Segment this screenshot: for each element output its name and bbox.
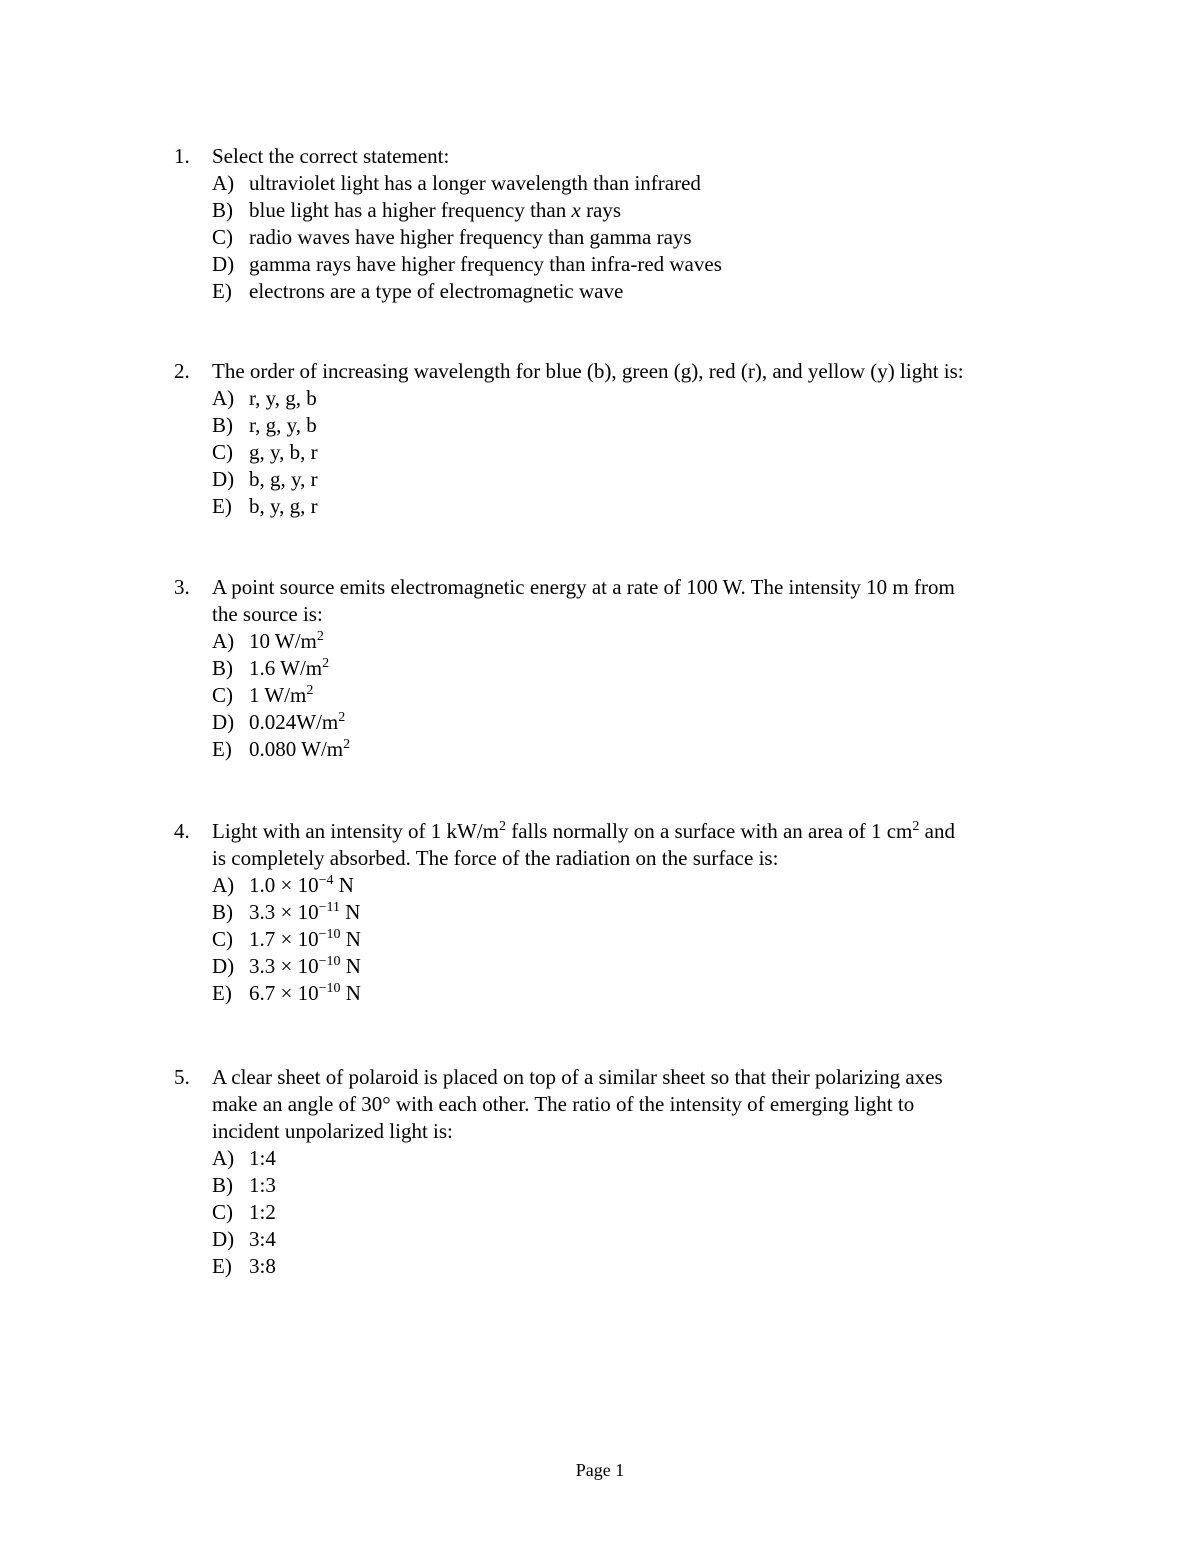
question-5 bbox=[174, 1064, 1014, 1280]
option-letter: A) bbox=[212, 386, 235, 410]
option-text: 3:8 bbox=[249, 1254, 276, 1278]
option-b bbox=[212, 412, 1014, 439]
option-letter: E) bbox=[212, 737, 232, 761]
question-number: 3. bbox=[174, 575, 190, 599]
option-d bbox=[212, 251, 1014, 278]
option-text: blue light has a higher frequency than x rays bbox=[249, 198, 622, 222]
question-stem-line-2: make an angle of 30° with each other. The ratio of the intensity of emerging light to bbox=[212, 1092, 915, 1116]
option-letter: B) bbox=[212, 900, 233, 924]
option-letter: C) bbox=[212, 440, 233, 464]
question-number: 2. bbox=[174, 359, 190, 383]
question-number: 4. bbox=[174, 819, 190, 843]
question-number: 1. bbox=[174, 144, 190, 168]
option-d bbox=[212, 709, 1014, 736]
question-1 bbox=[174, 143, 1014, 305]
option-e bbox=[212, 493, 1014, 520]
question-stem-line-3: incident unpolarized light is: bbox=[212, 1119, 453, 1143]
option-letter: A) bbox=[212, 629, 235, 653]
option-letter: B) bbox=[212, 198, 233, 222]
question-number: 5. bbox=[174, 1065, 190, 1089]
option-text: r, y, g, b bbox=[249, 386, 317, 410]
option-letter: A) bbox=[212, 171, 235, 195]
option-text: b, g, y, r bbox=[249, 467, 318, 491]
question-stem: The order of increasing wavelength for blue (b), green (g), red (r), and yellow (y) light is: bbox=[212, 359, 964, 383]
option-letter: A) bbox=[212, 873, 235, 897]
option-letter: D) bbox=[212, 252, 235, 276]
italic-variable: x bbox=[571, 198, 581, 222]
option-letter: C) bbox=[212, 225, 233, 249]
question-stem: Select the correct statement: bbox=[212, 144, 450, 168]
option-c bbox=[212, 224, 1014, 251]
question-3 bbox=[174, 574, 1014, 763]
option-text: ultraviolet light has a longer wavelength than infrared bbox=[249, 171, 701, 195]
option-text: $3.3 \times 10^{-10}$ N bbox=[249, 954, 361, 978]
option-letter: E) bbox=[212, 279, 232, 303]
option-letter: E) bbox=[212, 1254, 232, 1278]
question-stem-line-2: is completely absorbed. The force of the radiation on the surface is: bbox=[212, 846, 779, 870]
option-e bbox=[212, 278, 1014, 305]
option-letter: B) bbox=[212, 413, 233, 437]
option-text: $1.7 \times 10^{-10}$ N bbox=[249, 927, 361, 951]
option-text: 1:4 bbox=[249, 1146, 276, 1170]
option-letter: D) bbox=[212, 467, 235, 491]
option-b bbox=[212, 655, 1014, 682]
option-text: 10 $W/m^2$ bbox=[249, 629, 324, 653]
option-letter: D) bbox=[212, 954, 235, 978]
option-letter: B) bbox=[212, 656, 233, 680]
option-letter: C) bbox=[212, 1200, 233, 1224]
option-text: b, y, g, r bbox=[249, 494, 318, 518]
option-text: 0.080 $W/m^2$ bbox=[249, 737, 351, 761]
option-b bbox=[212, 899, 1014, 926]
option-d bbox=[212, 1226, 1014, 1253]
option-e bbox=[212, 736, 1014, 763]
option-text: $3.3 \times 10^{-11}$ N bbox=[249, 900, 361, 924]
option-text: r, g, y, b bbox=[249, 413, 317, 437]
option-text: 1:2 bbox=[249, 1200, 276, 1224]
option-text: 3:4 bbox=[249, 1227, 276, 1251]
option-c bbox=[212, 1199, 1014, 1226]
question-2 bbox=[174, 358, 1014, 520]
option-e bbox=[212, 980, 1014, 1007]
page-number: Page 1 bbox=[575, 1460, 625, 1480]
option-b bbox=[212, 1172, 1014, 1199]
option-letter: E) bbox=[212, 494, 232, 518]
option-text: $0.024W/m^2$ bbox=[249, 710, 346, 734]
question-4 bbox=[174, 818, 1014, 1007]
option-text: electrons are a type of electromagnetic wave bbox=[249, 279, 624, 303]
option-a bbox=[212, 1145, 1014, 1172]
question-stem-line-1: Light with an intensity of 1 $kW/m^2$ falls normally on a surface with an area of 1 $cm^2$ and bbox=[212, 819, 955, 843]
option-text: 1:3 bbox=[249, 1173, 276, 1197]
option-letter: A) bbox=[212, 1146, 235, 1170]
option-letter: C) bbox=[212, 683, 233, 707]
option-text: $1.0 \times 10^{-4}$ N bbox=[249, 873, 354, 897]
option-b bbox=[212, 197, 1014, 224]
option-a bbox=[212, 385, 1014, 412]
option-c bbox=[212, 926, 1014, 953]
question-stem-line-2: the source is: bbox=[212, 602, 323, 626]
option-letter: D) bbox=[212, 1227, 235, 1251]
option-a bbox=[212, 170, 1014, 197]
option-text: g, y, b, r bbox=[249, 440, 318, 464]
option-a bbox=[212, 628, 1014, 655]
option-letter: D) bbox=[212, 710, 235, 734]
option-text: $6.7 \times 10^{-10}$ N bbox=[249, 981, 361, 1005]
option-letter: C) bbox=[212, 927, 233, 951]
option-letter: B) bbox=[212, 1173, 233, 1197]
option-text: 1.6 $W/m^2$ bbox=[249, 656, 330, 680]
option-text: radio waves have higher frequency than gamma rays bbox=[249, 225, 692, 249]
question-stem-line-1: A point source emits electromagnetic energy at a rate of 100 W. The intensity 10 m from bbox=[212, 575, 955, 599]
option-letter: E) bbox=[212, 981, 232, 1005]
option-c bbox=[212, 682, 1014, 709]
option-text: gamma rays have higher frequency than infra-red waves bbox=[249, 252, 722, 276]
option-d bbox=[212, 466, 1014, 493]
option-e bbox=[212, 1253, 1014, 1280]
option-d bbox=[212, 953, 1014, 980]
option-text: 1 $W/m^2$ bbox=[249, 683, 314, 707]
option-c bbox=[212, 439, 1014, 466]
question-stem-line-1: A clear sheet of polaroid is placed on top of a similar sheet so that their polarizing axes bbox=[212, 1065, 943, 1089]
option-a bbox=[212, 872, 1014, 899]
